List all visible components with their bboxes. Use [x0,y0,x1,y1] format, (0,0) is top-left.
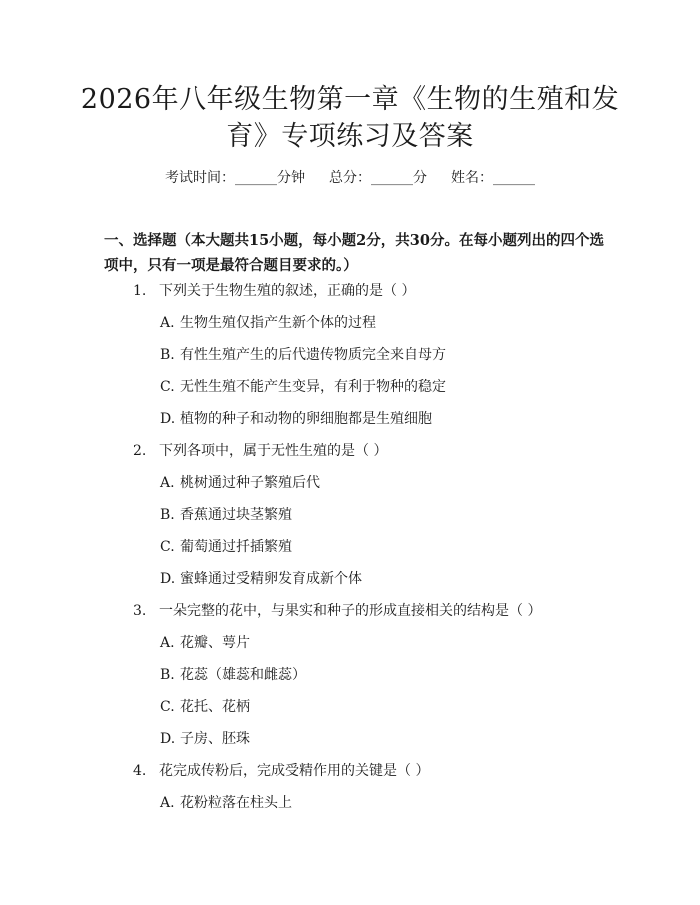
question-1 [133,281,415,301]
option-letter: B. [160,507,175,523]
option-text: 香蕉通过块茎繁殖 [180,507,292,523]
exam-info-line [0,168,700,188]
question-2-option-d [160,569,362,589]
question-text: 一朵完整的花中，与果实和种子的形成直接相关的结构是（ ） [159,603,542,619]
option-letter: A. [160,635,175,651]
option-text: 子房、胚珠 [180,731,250,747]
option-text: 生物生殖仅指产生新个体的过程 [180,315,376,331]
option-text: 无性生殖不能产生变异，有利于物种的稳定 [180,379,446,395]
option-letter: A. [160,475,175,491]
question-4-option-a [160,793,292,813]
section-heading-line-2: 项中，只有一项是最符合题目要求的。） [104,257,358,274]
option-text: 桃树通过种子繁殖后代 [180,475,320,491]
question-3-option-c [160,697,250,717]
question-2 [133,441,387,461]
question-1-option-a [160,313,376,333]
question-4 [133,761,429,781]
option-text: 花托、花柄 [180,699,250,715]
option-text: 葡萄通过扦插繁殖 [180,539,292,555]
option-letter: C. [160,699,175,715]
document-title-line-1: 2026年八年级生物第一章《生物的生殖和发 [80,84,620,115]
question-number: 1. [133,283,147,299]
option-letter: C. [160,379,175,395]
option-text: 花瓣、萼片 [180,635,250,651]
question-text: 下列各项中，属于无性生殖的是（ ） [159,443,388,459]
question-3-option-d [160,729,250,749]
question-1-option-d [160,409,432,429]
question-3-option-a [160,633,250,653]
question-2-option-c [160,537,292,557]
total-score-field: 总分：______分 [329,170,427,186]
question-3-option-b [160,665,306,685]
option-text: 植物的种子和动物的卵细胞都是生殖细胞 [180,411,432,427]
question-2-option-a [160,473,320,493]
option-text: 花粉粒落在柱头上 [180,795,292,811]
question-text: 下列关于生物生殖的叙述，正确的是（ ） [159,283,416,299]
question-text: 花完成传粉后，完成受精作用的关键是（ ） [159,763,430,779]
option-text: 有性生殖产生的后代遗传物质完全来自母方 [180,347,446,363]
section-heading-line-1: 一、选择题（本大题共15小题，每小题2分，共30分。在每小题列出的四个选 [104,232,604,249]
question-1-option-b [160,345,446,365]
option-letter: B. [160,667,175,683]
question-1-option-c [160,377,446,397]
question-number: 3. [133,603,147,619]
option-letter: A. [160,315,175,331]
option-letter: D. [160,571,176,587]
option-letter: D. [160,731,176,747]
document-title-line-2: 育》专项练习及答案 [226,121,474,152]
name-field: 姓名：______ [451,170,535,186]
option-letter: A. [160,795,175,811]
question-number: 2. [133,443,147,459]
option-letter: D. [160,411,176,427]
question-number: 4. [133,763,147,779]
option-letter: B. [160,347,175,363]
exam-time-field: 考试时间：______分钟 [165,170,305,186]
option-text: 花蕊（雄蕊和雌蕊） [180,667,306,683]
question-2-option-b [160,505,292,525]
question-3 [133,601,541,621]
option-text: 蜜蜂通过受精卵发育成新个体 [180,571,362,587]
option-letter: C. [160,539,175,555]
